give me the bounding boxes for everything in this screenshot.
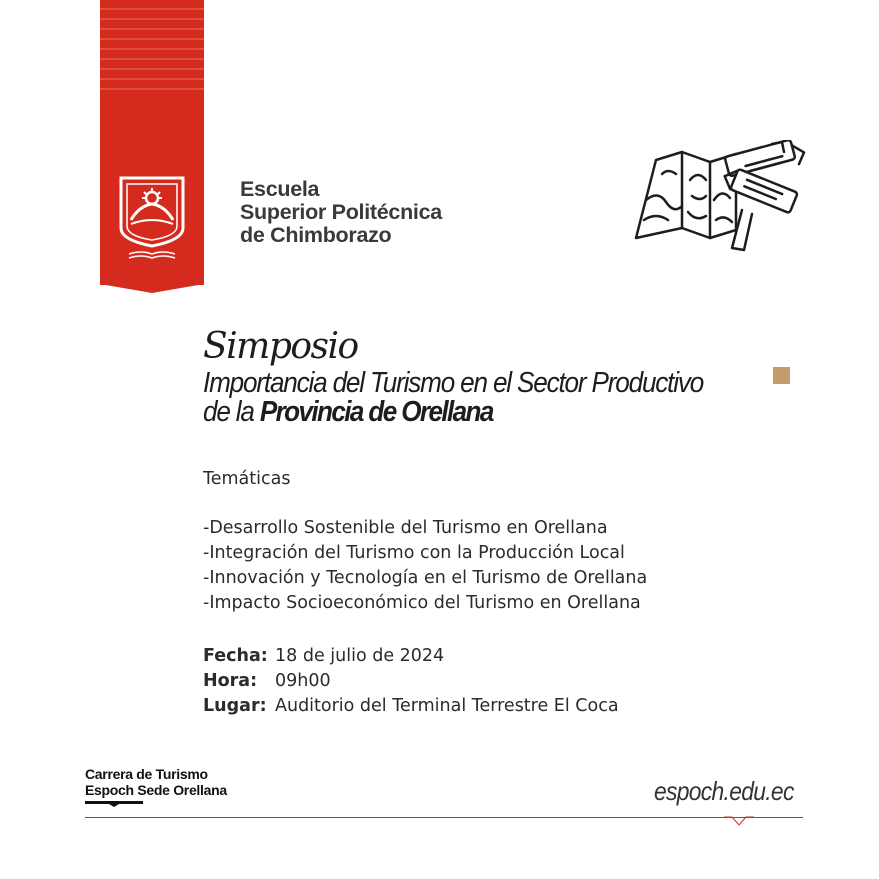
career-line-2: Espoch Sede Orellana <box>85 782 227 798</box>
accent-square <box>773 367 790 384</box>
event-details <box>203 644 619 719</box>
date-row <box>203 644 619 669</box>
institution-line-3: de Chimborazo <box>240 223 392 247</box>
place-value: Auditorio del Terminal Terrestre El Coca <box>275 696 619 716</box>
time-row <box>203 669 619 694</box>
institution-line-2: Superior Politécnica <box>240 200 442 224</box>
date-value: 18 de julio de 2024 <box>275 646 445 666</box>
topic-item: -Innovación y Tecnología en el Turismo de Orellana <box>203 568 648 588</box>
footer-divider <box>85 817 803 818</box>
career-label <box>85 766 227 798</box>
map-signpost-icon <box>632 140 808 252</box>
topics-heading: Temáticas <box>203 469 291 489</box>
date-label: Fecha: <box>203 646 268 666</box>
website-link[interactable]: espoch.edu.ec <box>654 776 794 806</box>
event-title-line-1: Importancia del Turismo en el Sector Productivo <box>203 367 704 399</box>
place-row <box>203 694 619 719</box>
topic-item: -Impacto Socioeconómico del Turismo en Orellana <box>203 593 641 613</box>
career-underline-mark <box>85 801 143 807</box>
event-title-line-2 <box>203 398 703 427</box>
topic-item: -Desarrollo Sostenible del Turismo en Orellana <box>203 518 608 538</box>
place-label: Lugar: <box>203 696 267 716</box>
topics-list <box>203 516 647 616</box>
institution-name <box>240 178 442 247</box>
event-title-prefix: de la <box>203 396 260 428</box>
time-value: 09h00 <box>275 671 331 691</box>
career-line-1: Carrera de Turismo <box>85 766 208 782</box>
ribbon-stripes <box>100 0 204 92</box>
ribbon-tip <box>100 284 204 293</box>
event-title-block <box>203 325 759 427</box>
topic-item: -Integración del Turismo con la Producción Local <box>203 543 625 563</box>
event-type: Simposio <box>203 326 358 367</box>
event-title-province: Provincia de Orellana <box>259 396 493 428</box>
time-label: Hora: <box>203 671 258 691</box>
footer-divider-notch <box>724 815 754 829</box>
espoch-shield-icon <box>119 176 185 262</box>
institution-line-1: Escuela <box>240 177 320 201</box>
